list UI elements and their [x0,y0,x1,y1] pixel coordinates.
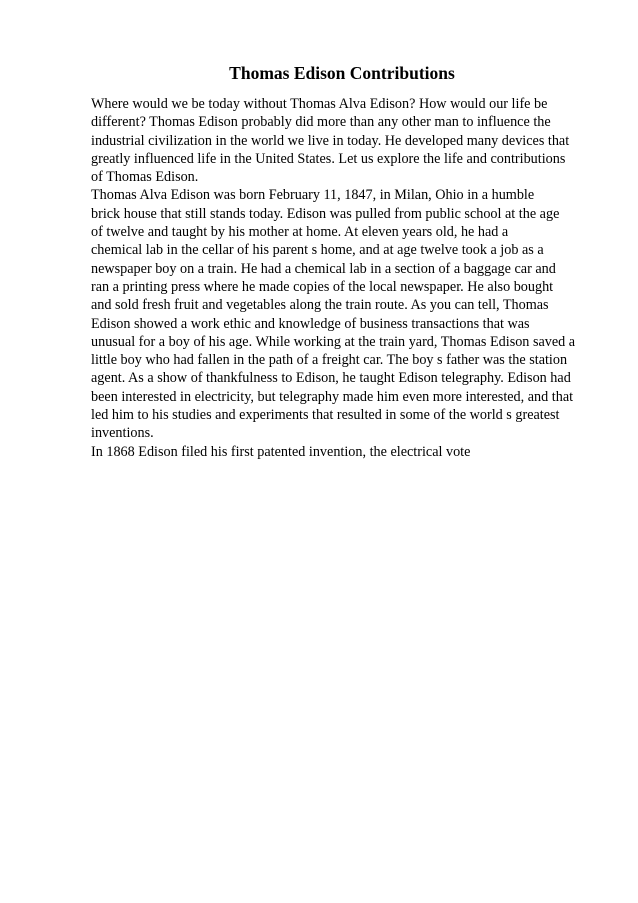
body-line: Thomas Alva Edison was born February 11, 1847, in Milan, Ohio in a humble [91,187,535,204]
body-line: inventions. [91,425,154,442]
body-line: and sold fresh fruit and vegetables along the train route. As you can tell, Thomas [91,297,549,314]
body-line: Edison showed a work ethic and knowledge of business transactions that was [91,315,530,332]
body-line: In 1868 Edison filed his first patented invention, the electrical vote [91,443,471,460]
body-line: unusual for a boy of his age. While working at the train yard, Thomas Edison saved a [91,333,576,350]
body-line: newspaper boy on a train. He had a chemical lab in a section of a baggage car and [91,260,556,277]
body-line: different? Thomas Edison probably did more than any other man to influence the [91,114,551,131]
body-line: chemical lab in the cellar of his parent s home, and at age twelve took a job as a [91,242,544,259]
document-body [91,95,611,461]
body-line: ran a printing press where he made copies of the local newspaper. He also bought [91,278,554,295]
document-title: Thomas Edison Contributions [229,63,455,83]
body-line: industrial civilization in the world we live in today. He developed many devices that [91,132,570,149]
body-line: Where would we be today without Thomas Alva Edison? How would our life be [91,96,548,112]
body-line: greatly influenced life in the United States. Let us explore the life and contributions [91,150,566,167]
body-line: of Thomas Edison. [91,169,199,186]
body-line: been interested in electricity, but telegraphy made him even more interested, and that [91,388,574,405]
body-line: brick house that still stands today. Edison was pulled from public school at the age [91,205,560,222]
body-line: agent. As a show of thankfulness to Edison, he taught Edison telegraphy. Edison had [91,370,571,387]
body-line: little boy who had fallen in the path of a freight car. The boy s father was the station [91,352,568,369]
body-line: led him to his studies and experiments that resulted in some of the world s greatest [91,407,560,424]
body-line: of twelve and taught by his mother at home. At eleven years old, he had a [91,224,509,241]
